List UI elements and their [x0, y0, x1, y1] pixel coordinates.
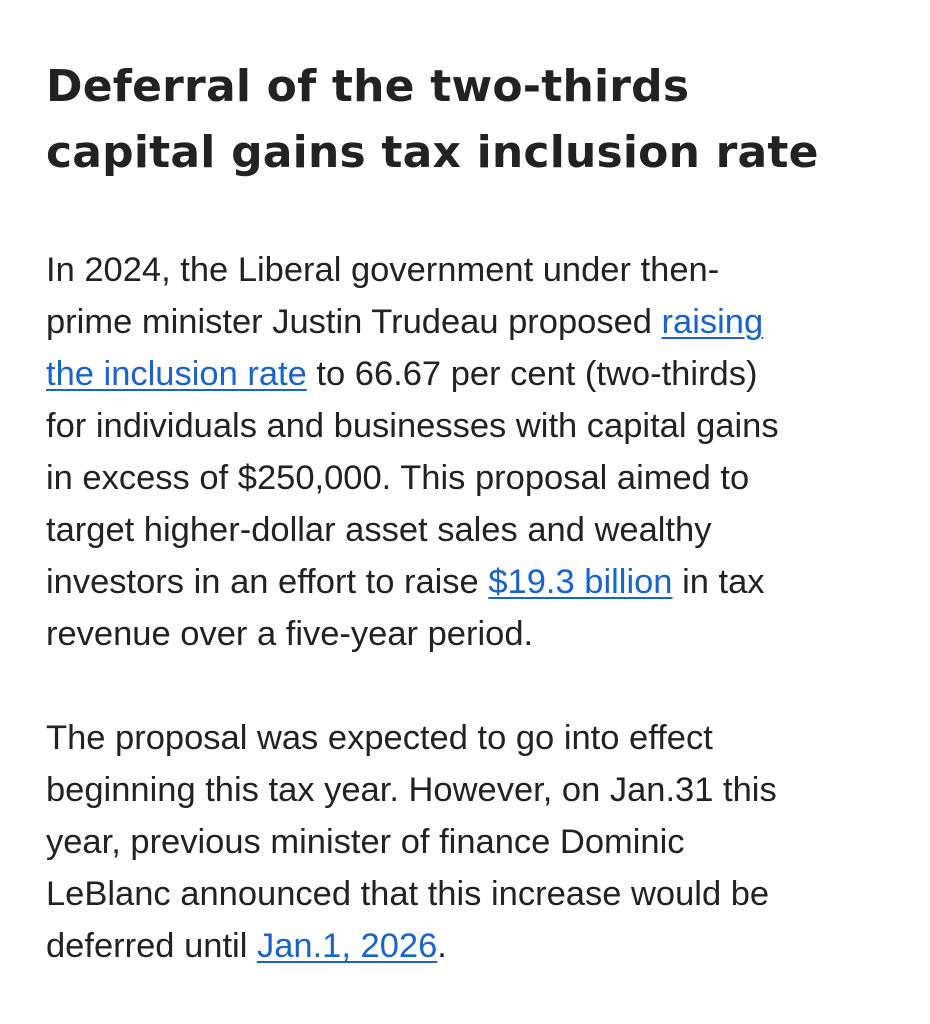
- heading-line-1: Deferral of the two-thirds: [46, 61, 690, 112]
- p1-line-5: in excess of $250,000. This proposal aimed to: [46, 459, 750, 497]
- paragraph-2: [46, 712, 886, 972]
- article-heading: [46, 54, 886, 186]
- p2-line-5-tail: .: [437, 927, 447, 965]
- p1-line-7-text: investors in an effort to raise: [46, 563, 489, 601]
- link-raising-part1: raising: [661, 303, 764, 341]
- p2-line-5-text: deferred until: [46, 927, 257, 965]
- p1-line-3-text: to 66.67 per cent (two-thirds): [306, 355, 758, 393]
- p1-line-2-text: prime minister Justin Trudeau proposed: [46, 303, 662, 341]
- p2-line-1: The proposal was expected to go into effect: [46, 719, 713, 757]
- p2-line-3: year, previous minister of finance Dominic: [46, 823, 685, 861]
- p1-line-4: for individuals and businesses with capital gains: [46, 407, 779, 445]
- p1-line-6: target higher-dollar asset sales and wealthy: [46, 511, 712, 549]
- article: [46, 54, 886, 972]
- p1-line-1: In 2024, the Liberal government under then-: [46, 251, 720, 289]
- heading-line-2: capital gains tax inclusion rate: [46, 127, 819, 178]
- p2-line-4: LeBlanc announced that this increase would be: [46, 875, 770, 913]
- p1-line-8: revenue over a five-year period.: [46, 615, 534, 653]
- link-raising-part2: the inclusion rate: [46, 355, 307, 393]
- p1-line-7-tail: in tax: [672, 563, 765, 601]
- deferral-date-link[interactable]: Jan.1, 2026: [256, 927, 438, 965]
- revenue-billion-link[interactable]: $19.3 billion: [488, 563, 673, 601]
- paragraph-1: [46, 244, 886, 660]
- p2-line-2: beginning this tax year. However, on Jan.31 this: [46, 771, 777, 809]
